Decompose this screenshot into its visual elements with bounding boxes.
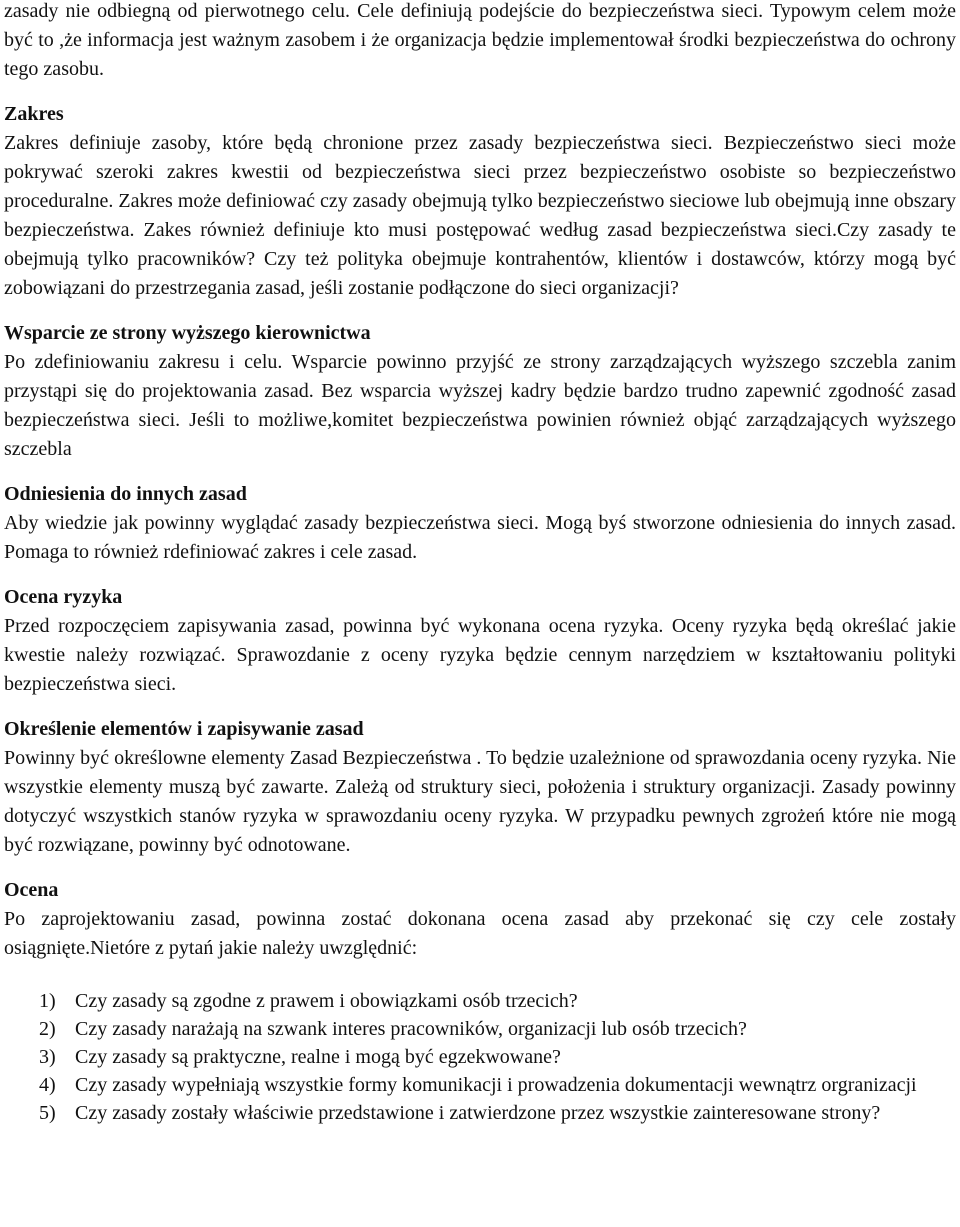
intro-paragraph: zasady nie odbiegną od pierwotnego celu. Cele definiują podejście do bezpieczeństwa sieci. Typowym celem może być to ,że informacja jest ważnym zasobem i że organizacja będzie implementował środki bezpieczeństwa do ochrony tego zasobu. — [4, 0, 956, 80]
list-text: Czy zasady są praktyczne, realne i mogą być egzekwowane? — [75, 1046, 561, 1068]
section-body: Po zdefiniowaniu zakresu i celu. Wsparcie powinno przyjść ze strony zarządzających wyższego szczebla zanim przystąpi się do projektowania zasad. Bez wsparcia wyższej kadry będzie bardzo trudno zapewnić zgodność zasad bezpieczeństwa sieci. Jeśli to możliwe,komitet bezpieczeństwa powinien również objąć zarządzających wyższego szczebla — [4, 351, 956, 460]
section-heading: Ocena — [4, 879, 59, 901]
list-text: Czy zasady narażają na szwank interes pracowników, organizacji lub osób trzecich? — [75, 1018, 747, 1040]
list-text: Czy zasady są zgodne z prawem i obowiązkami osób trzecich? — [75, 990, 578, 1012]
section-zakres — [4, 100, 956, 303]
list-item — [4, 1015, 956, 1043]
list-item — [4, 987, 956, 1015]
section-heading: Wsparcie ze strony wyższego kierownictwa — [4, 322, 371, 344]
list-number: 1) — [39, 990, 56, 1012]
section-okreslenie-elementow — [4, 715, 956, 860]
list-number: 4) — [39, 1074, 56, 1096]
list-text: Czy zasady wypełniają wszystkie formy komunikacji i prowadzenia dokumentacji wewnątrz orgranizacji — [75, 1074, 917, 1096]
section-body: Przed rozpoczęciem zapisywania zasad, powinna być wykonana ocena ryzyka. Oceny ryzyka będą określać jakie kwestie należy rozwiązać. Sprawozdanie z oceny ryzyka będzie cennym narzędziem w kształtowaniu polityki bezpieczeństwa sieci. — [4, 615, 956, 695]
section-heading: Odniesienia do innych zasad — [4, 483, 247, 505]
list-item — [4, 1099, 956, 1127]
list-number: 2) — [39, 1018, 56, 1040]
list-item — [4, 1043, 956, 1071]
section-heading: Określenie elementów i zapisywanie zasad — [4, 718, 364, 740]
section-body: Zakres definiuje zasoby, które będą chronione przez zasady bezpieczeństwa sieci. Bezpieczeństwo sieci może pokrywać szeroki zakres kwestii od bezpieczeństwa sieci przez bezpieczeństwo osobiste so bezpieczeństwo proceduralne. Zakres może definiować czy zasady obejmują tylko bezpieczeństwo sieciowe lub obejmują inne obszary bezpieczeństwa. Zakes również definiuje kto musi postępować według zasad bezpieczeństwa sieci.Czy zasady te obejmują tylko pracowników? Czy też polityka obejmuje kontrahentów, klientów i dostawców, którzy mogą być zobowiązani do przestrzegania zasad, jeśli zostanie podłączone do sieci organizacji? — [4, 132, 956, 299]
section-ocena — [4, 876, 956, 963]
section-ocena-ryzyka — [4, 583, 956, 699]
section-body: Aby wiedzie jak powinny wyglądać zasady bezpieczeństwa sieci. Mogą byś stworzone odniesienia do innych zasad. Pomaga to również rdefiniować zakres i cele zasad. — [4, 512, 956, 563]
section-wsparcie — [4, 319, 956, 464]
list-item — [4, 1071, 956, 1099]
list-number: 3) — [39, 1046, 56, 1068]
list-number: 5) — [39, 1102, 56, 1124]
section-heading: Zakres — [4, 103, 64, 125]
section-odniesienia — [4, 480, 956, 567]
section-body: Po zaprojektowaniu zasad, powinna zostać dokonana ocena zasad aby przekonać się czy cele zostały osiągnięte.Nietóre z pytań jakie należy uwzględnić: — [4, 908, 956, 959]
questions-list — [4, 987, 956, 1127]
section-body: Powinny być określowne elementy Zasad Bezpieczeństwa . To będzie uzależnione od sprawozdania oceny ryzyka. Nie wszystkie elementy muszą być zawarte. Zależą od struktury sieci, położenia i struktury organizacji. Zasady powinny dotyczyć wszystkich stanów ryzyka w sprawozdaniu oceny ryzyka. W przypadku pewnych zgrożeń które nie mogą być rozwiązane, powinny być odnotowane. — [4, 747, 956, 856]
section-heading: Ocena ryzyka — [4, 586, 123, 608]
list-text: Czy zasady zostały właściwie przedstawione i zatwierdzone przez wszystkie zainteresowane strony? — [75, 1102, 881, 1124]
